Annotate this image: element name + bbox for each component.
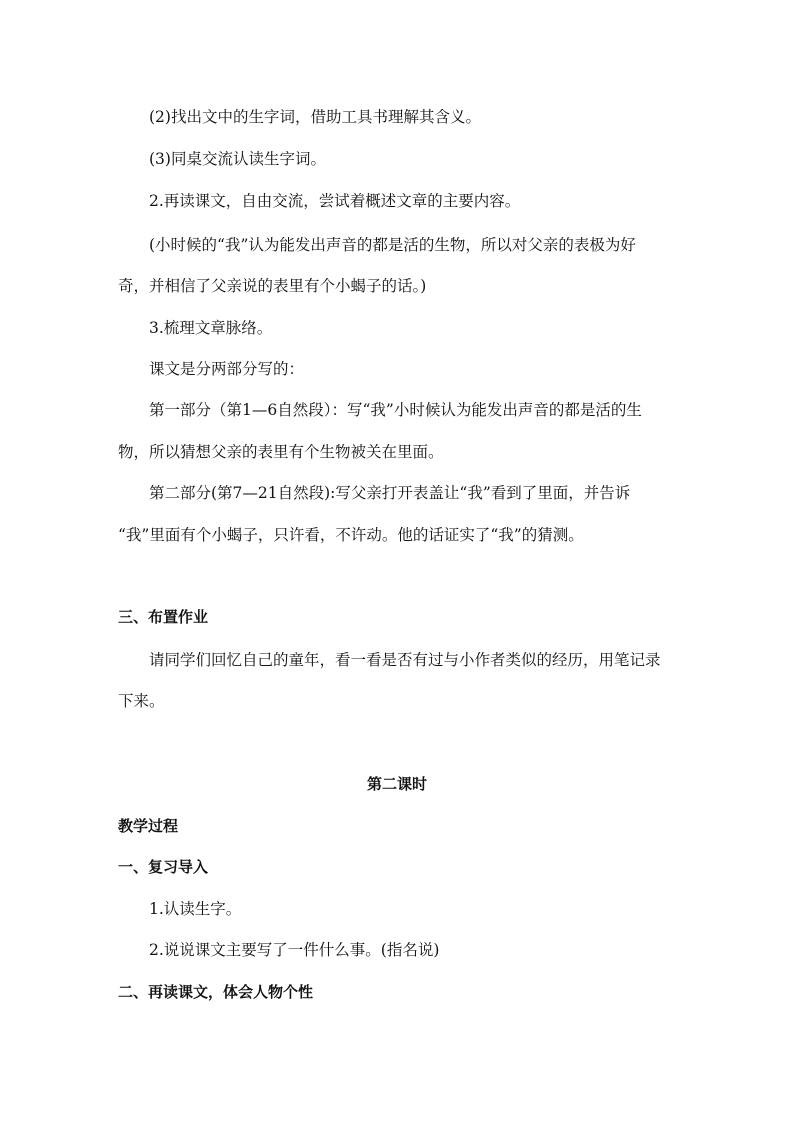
paragraph-part2-line-2: “我”里面有个小蝎子，只许看，不许动。他的话证实了“我”的猜测。 (118, 526, 584, 544)
homework-body-line-2: 下来。 (118, 692, 165, 710)
paragraph-part1-line-2: 物，所以猜想父亲的表里有个生物被关在里面。 (118, 443, 444, 461)
review-item-2: 2.说说课文主要写了一件什么事。(指名说) (149, 941, 440, 959)
teaching-process-heading: 教学过程 (118, 817, 179, 835)
paragraph-two-parts: 课文是分两部分写的： (149, 360, 305, 378)
paragraph-summary-line-2: 奇，并相信了父亲说的表里有个小蝎子的话。) (118, 277, 427, 295)
paragraph-deskmate-reading: (3)同桌交流认读生字词。 (149, 150, 326, 168)
paragraph-part2-line-1: 第二部分(第7—21自然段):写父亲打开表盖让“我”看到了里面，并告诉 (149, 484, 631, 502)
paragraph-summary-line-1: (小时候的“我”认为能发出声音的都是活的生物，所以对父亲的表极为好 (149, 236, 636, 254)
review-item-1: 1.认读生字。 (149, 900, 242, 918)
paragraph-reread-summary: 2.再读课文，自由交流，尝试着概述文章的主要内容。 (149, 192, 521, 210)
lesson-two-title: 第二课时 (366, 775, 427, 793)
paragraph-find-new-words: (2)找出文中的生字词，借助工具书理解其含义。 (149, 108, 481, 126)
review-intro-heading: 一、复习导入 (118, 858, 209, 876)
section-homework-heading: 三、布置作业 (118, 608, 209, 626)
paragraph-structure: 3.梳理文章脉络。 (149, 319, 273, 337)
homework-body-line-1: 请同学们回忆自己的童年，看一看是否有过与小作者类似的经历，用笔记录 (149, 651, 661, 669)
reread-character-heading: 二、再读课文，体会人物个性 (118, 983, 314, 1001)
paragraph-part1-line-1: 第一部分（第1—6自然段）：写“我”小时候认为能发出声音的都是活的生 (149, 401, 642, 419)
